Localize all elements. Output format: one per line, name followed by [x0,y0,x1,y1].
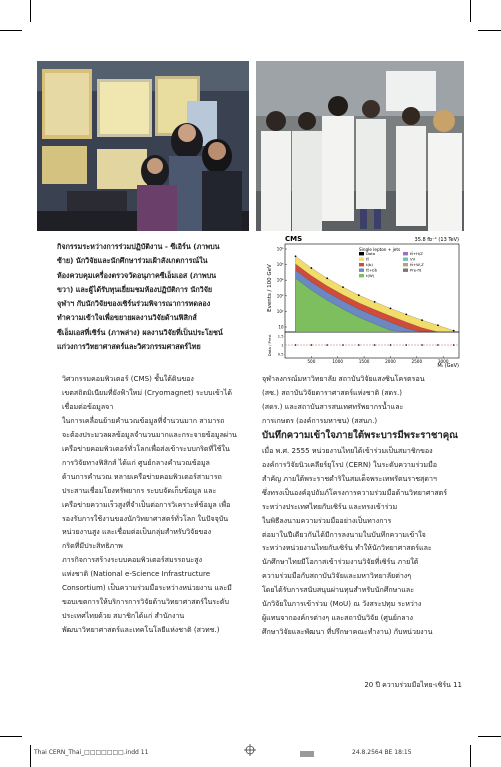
data-point [390,307,392,309]
caption-line: ซีเอ็มเอสที่เซิร์น (ภาพล่าง) ผลงานวิจัยที่เป็นประโยชน์ [57,327,223,337]
body-column-left [62,372,252,637]
body-line: พัฒนาวิทยาศาสตร์และเทคโนโลยีแห่งชาติ (สวทช.) [62,625,220,635]
photo-control-room [37,61,249,231]
body-line: ระหว่างหน่วยงานไทยกับเซิร์น ทำให้นักวิทยาศาสตร์และ [262,543,432,553]
ratio-point [358,344,360,346]
data-point [405,313,407,315]
y-axis-label: Events / 100 GeV [267,264,273,312]
body-line: ในพิธีลงนามความร่วมมืออย่างเป็นทางการ [262,515,392,525]
body-line: จุฬาลงกรณ์มหาวิทยาลัย สถาบันวิจัยแสงซินโครตรอน [262,374,425,383]
ratio-point [437,344,439,346]
ratio-point [326,344,328,346]
ratio-point [421,344,423,346]
legend-swatch [359,274,364,277]
photo-lab-visit [256,61,464,231]
body-line: เมื่อ พ.ศ. 2555 หน่วยงานไทยได้เข้าร่วมเป็นสมาชิกของ [262,445,433,455]
ratio-point [342,344,344,346]
registration-mark-icon [244,744,256,756]
body-line: ผู้แทนจากองค์กรต่างๆ และสถาบันวิจัย (ศูนย์กลาง [262,613,413,623]
body-line: หน่วยงานสูง และเชื่อมต่อเป็นกลุ่มสำหรับวิจัยของ [62,527,212,537]
legend-swatch [403,258,408,261]
data-point [342,286,344,288]
ratio-point [405,344,407,346]
data-point [310,267,312,269]
legend-label: VV [410,256,416,262]
body-line: (สดร.) และสถาบันสารสนเทศทรัพยากรน้ำและ [262,401,404,411]
x-tick-label: 500 [307,359,316,364]
body-line: ประสานเชื่อมโยงทรัพยากร ระบบจัดเก็บข้อมูล และ [62,485,217,495]
body-line: เครือข่ายความเร็วสูงที่จำเป็นต่อการวิเคราะห์ข้อมูล เพื่อ [62,499,231,509]
y-tick-label: 10⁵ [276,262,284,268]
photo-caption [57,240,243,354]
body-line: เชื่อมต่อข้อมูลจา [62,401,114,411]
y-tick-label: 10³ [276,293,284,299]
ratio-tick-label: 1 [281,343,284,348]
body-line: เขตสถิตมิเนียมที่ยังฟ้าใหม่ (Cryomagnet) ระบบเข้าได้ [62,387,232,397]
caption-line: ห้องควบคุมเครื่องตรวจวัดอนุภาคซีเอ็มเอส (ภาพบน [57,270,217,280]
body-line: แห่งชาติ (National e-Science Infrastructure [62,569,211,579]
body-line: ต่อมาในปีเดียวกันได้มีการลงนามในบันทึกความเข้าใจ [262,529,426,539]
legend-label: tt̄ [366,256,369,262]
ratio-point [311,344,313,346]
caption-line: ขวา) และผู้ได้รับทุนเยี่ยมชมห้องปฏิบัติการ นักวิจัย [57,284,213,294]
data-point [453,330,455,332]
x-tick-label: 2500 [411,359,423,364]
body-line: การวิจัยทางฟิสิกส์ ได้แก่ ศูนย์กลางคำนวณข้อมูล [62,457,210,467]
body-column-right [262,372,462,639]
ratio-point [374,344,376,346]
x-tick-label: 1000 [332,359,344,364]
legend-label: tt̄+W,Z [410,262,424,267]
y-tick-label: 10 [278,324,284,330]
legend-label: tt̄+bb̄ [366,267,377,273]
chart-title: CMS [285,235,303,243]
body-line: ภารกิจการสร้างระบบคอมพิวเตอร์สมรรถนะสูง [62,555,203,565]
y-tick-label: 10⁶ [276,246,284,252]
caption-line: ซ้าย) นักวิจัยและนักศึกษาร่วมเฝ้าสังเกตการณ์ใน [57,256,208,266]
data-point [358,294,360,296]
ratio-tick-label: 1.5 [277,334,284,339]
page-footer: 20 ปี ความร่วมมือไทย-เซิร์น 11 [364,681,462,689]
caption-line: ทำความเข้าใจเพื่อขยายผลงานวิจัยด้านฟิสิกส์ [57,313,197,323]
data-point [374,301,376,303]
cms-plot [263,232,463,368]
print-slug-file: Thai CERN_Thai_□□□□□□□.indd 11 [34,749,149,756]
body-line: ความร่วมมือกับสถาบันวิจัยและมหาวิทยาลัยต่างๆ [262,571,412,581]
body-line: นักศึกษาไทยมีโอกาสเข้าร่วมงานวิจัยที่เซิร์น ภายใต้ [262,557,419,567]
print-slug-date: 24.8.2564 BE 18:15 [352,749,412,756]
legend-label: t(b) [366,262,373,267]
legend-swatch [403,252,408,255]
crop-mark [30,745,31,767]
legend-label: tt̄+H/Z [410,251,423,256]
ratio-point [295,344,297,346]
data-point [437,324,439,326]
legend-swatch [403,263,408,266]
legend-swatch [359,269,364,272]
data-point [326,277,328,279]
body-line: ขอบเขตการให้บริการการวิจัยด้านวิทยาศาสตร์ในระดับ [62,597,230,607]
body-line: องค์การวิจัยนิวเคลียร์ยุโรป (CERN) ในระดับความร่วมมือ [262,459,438,469]
crop-mark [0,30,22,31]
x-axis-label: Mₜ (GeV) [437,363,459,368]
body-line: จะต้องประมวลผลข้อมูลจำนวนมากและกระจายข้อมูลผ่าน [62,429,237,439]
legend-swatch [359,252,364,255]
body-line: วิศวกรรมคอมพิวเตอร์ (CMS) ชั้นใต้ดินของ [62,374,194,383]
ratio-tick-label: 0.5 [277,352,284,357]
crop-mark [478,736,501,737]
body-line: รองรับการใช้งานของนักวิทยาศาสตร์ทั่วโลก ในปัจจุบัน [62,513,229,523]
caption-line: จุฬาฯ กับนักวิจัยของเซิร์นร่วมพิจารณาการทดลอง [57,299,211,309]
body-line: ศึกษาวิจัยและพัฒนา ที่ปรึกษาคณะทำงาน) กับหน่วยงาน [262,627,433,637]
legend-label: t(W) [366,273,375,278]
legend-swatch [359,263,364,266]
x-tick-label: 2000 [385,359,396,364]
chart-annotation: 35.8 fb⁻¹ (13 TeV) [414,237,459,243]
color-bar [300,751,314,757]
crop-mark [478,30,501,31]
body-line: Consortium) เป็นความร่วมมือระหว่างหน่วยงาน และมี [62,583,232,593]
body-line: กริดที่มีประสิทธิภาพ [62,541,123,551]
body-line: การเกษตร (องค์การมหาชน) (สสนก.) [262,415,378,425]
body-line: นักวิจัยในการเข้าร่วม (MoU) ณ วังสระปทุม ระหว่าง [262,599,422,609]
body-line: ในการเคลื่อนย้ายคำนวณข้อมูลที่จำนวนมาก สามารถ [62,415,225,425]
data-point [295,255,297,257]
data-point [421,319,423,321]
body-line: ระหว่างประเทศไทยกับเซิร์น และทรงเข้าร่วม [262,501,398,511]
legend-swatch [359,258,364,261]
legend-title: Single lepton + jets [359,247,401,252]
y-tick-label: 10⁴ [276,277,284,283]
y-tick-label: 10² [276,308,284,314]
crop-mark [470,0,471,22]
x-tick-label: 1500 [358,359,370,364]
ratio-point [453,344,455,346]
x-tick-label: 3000 [437,359,449,364]
body-line: ซึ่งทรงเป็นองค์อุปถัมภ์โครงการความร่วมมือด้านวิทยาศาสตร์ [262,487,448,497]
caption-line: กิจกรรมระหว่างการร่วมปฏิบัติงาน - ซีเอิร์น (ภาพบน [57,242,220,251]
caption-line: แก่วงการวิทยาศาสตร์และวิศวกรรมศาสตร์ไทย [57,342,201,352]
section-heading: บันทึกความเข้าใจภายใต้พระบารมีพระราชาคุณ [262,429,459,441]
crop-mark [30,0,31,22]
body-line: (สซ.) สถาบันวิจัยดาราศาสตร์แห่งชาติ (สดร.) [262,387,402,397]
body-line: โดยได้รับการสนับสนุนผ่านทุนสำหรับนักศึกษาและ [262,585,415,595]
crop-mark [470,745,471,767]
legend-swatch [403,269,408,272]
body-line: สำคัญ ภายใต้พระราชดำริในสมเด็จพระเทพรัตนราชสุดาฯ [262,473,437,483]
body-line: เครือข่ายคอมพิวเตอร์ทั่วโลกเพื่อส่งเข้าระบบกริดที่ใช้ใน [62,443,230,453]
legend-label: Data [366,251,376,256]
ratio-axis-label: Data / Pred. [267,333,272,357]
crop-mark [0,736,22,737]
body-line: ด้านการคำนวณ หลายเครือข่ายคอมพิวเตอร์สามารถ [62,471,222,481]
body-line: ประเทศไทยด้วย สมาชิกได้แก่ สำนักงาน [62,611,185,621]
legend-label: Pre-fit [410,267,422,273]
ratio-point [390,344,392,346]
